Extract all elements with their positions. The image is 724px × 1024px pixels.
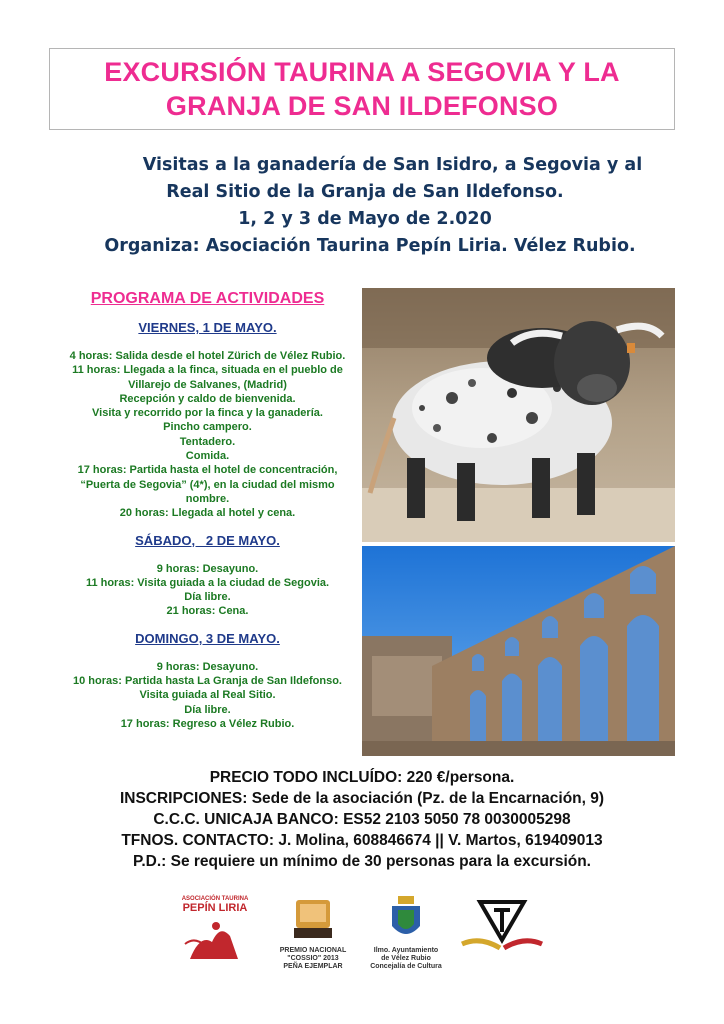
trophy-icon bbox=[288, 896, 338, 942]
bullfighter-icon bbox=[180, 914, 250, 964]
activity-item: Recepción y caldo de bienvenida. bbox=[119, 392, 296, 405]
activity-item: 21 horas: Cena. bbox=[166, 605, 249, 618]
activity-item: 11 horas: Visita guiada a la ciudad de Segovia. bbox=[85, 576, 330, 589]
pepin-liria-logo bbox=[180, 896, 250, 969]
premio-line-1: PREMIO NACIONAL bbox=[279, 947, 347, 954]
intro-line-2: Real Sitio de la Granja de San Ildefonso. bbox=[166, 182, 564, 202]
premio-line-2: "COSSIO" 2013 bbox=[287, 955, 339, 962]
intro-line-1: Visitas a la ganadería de San Isidro, a Segovia y al bbox=[142, 155, 643, 175]
activity-item: 10 horas: Partida hasta La Granja de San Ildefonso. bbox=[73, 675, 342, 688]
info-block bbox=[20, 767, 704, 872]
activity-item: Pincho campero. bbox=[163, 421, 252, 434]
note-line: P.D.: Se requiere un mínimo de 30 personas para la excursión. bbox=[133, 853, 591, 870]
day-title-sunday: DOMINGO, 3 DE MAYO. bbox=[135, 630, 280, 646]
ayto-line-3: Concejalía de Cultura bbox=[370, 963, 442, 970]
activity-item: Tentadero. bbox=[179, 435, 236, 448]
intro-block bbox=[40, 152, 690, 260]
activity-item: nombre. bbox=[185, 492, 230, 505]
intro-dates: 1, 2 y 3 de Mayo de 2.020 bbox=[238, 209, 492, 229]
day-title-friday: VIERNES, 1 DE MAYO. bbox=[138, 320, 277, 335]
inscriptions-line: INSCRIPCIONES: Sede de la asociación (Pz. de la Encarnación, 9) bbox=[119, 790, 605, 807]
activity-item: 11 horas: Llegada a la finca, situada en el pueblo de bbox=[72, 364, 343, 377]
activity-item: 4 horas: Salida desde el hotel Zürich de Vélez Rubio. bbox=[69, 350, 346, 362]
saturday-activities bbox=[40, 562, 375, 619]
emblem-logo bbox=[460, 896, 544, 961]
logos-row bbox=[0, 896, 724, 976]
title-line-2: GRANJA DE SAN ILDEFONSO bbox=[165, 91, 559, 121]
ayto-line-2: de Vélez Rubio bbox=[381, 955, 431, 962]
premio-line-3: PEÑA EJEMPLAR bbox=[283, 963, 343, 970]
phones-line: TFNOS. CONTACTO: J. Molina, 608846674 || V. Martos, 619409013 bbox=[121, 832, 603, 849]
activity-item: Día libre. bbox=[184, 591, 231, 604]
price-line: PRECIO TODO INCLUÍDO: 220 €/persona. bbox=[209, 769, 515, 786]
friday-activities bbox=[40, 349, 375, 521]
activity-item: 17 horas: Regreso a Vélez Rubio. bbox=[120, 717, 295, 730]
pepin-logo-line-2: PEPÍN LIRIA bbox=[182, 902, 248, 914]
activity-item: 9 horas: Desayuno. bbox=[156, 660, 259, 673]
activity-item: “Puerta de Segovia” (4*), en la ciudad del mismo bbox=[80, 478, 335, 491]
pepin-logo-line-1: ASOCIACIÓN TAURINA bbox=[181, 896, 249, 902]
title-box bbox=[49, 48, 675, 130]
activity-item: Comida. bbox=[185, 450, 230, 463]
activity-item: 17 horas: Partida hasta el hotel de concentración, bbox=[77, 464, 338, 477]
ayto-line-1: Ilmo. Ayuntamiento bbox=[373, 947, 439, 954]
premio-cossio-logo bbox=[278, 896, 348, 971]
activity-item: 9 horas: Desayuno. bbox=[156, 562, 259, 575]
title-line-1: EXCURSIÓN TAURINA A SEGOVIA Y LA bbox=[104, 57, 620, 87]
activity-item: Visita guiada al Real Sitio. bbox=[139, 689, 276, 702]
intro-organizer: Organiza: Asociación Taurina Pepín Liria. Vélez Rubio. bbox=[104, 236, 636, 256]
activity-item: Día libre. bbox=[184, 703, 231, 716]
day-title-saturday: SÁBADO, 2 DE MAYO. bbox=[135, 532, 280, 548]
coat-of-arms-icon bbox=[388, 896, 424, 942]
activity-item: Villarejo de Salvanes, (Madrid) bbox=[128, 378, 287, 391]
program-title: PROGRAMA DE ACTIVIDADES bbox=[90, 290, 325, 307]
program-section bbox=[40, 288, 375, 743]
emblem-icon bbox=[460, 896, 544, 956]
bull-photo bbox=[362, 288, 675, 542]
account-line: C.C.C. UNICAJA BANCO: ES52 2103 5050 78 0030005298 bbox=[153, 811, 571, 828]
ayuntamiento-logo bbox=[362, 896, 450, 971]
activity-item: 20 horas: Llegada al hotel y cena. bbox=[119, 507, 296, 520]
main-title bbox=[50, 49, 674, 123]
activity-item: Visita y recorrido por la finca y la ganadería. bbox=[92, 407, 323, 420]
sunday-activities bbox=[40, 660, 375, 731]
aqueduct-photo bbox=[362, 546, 675, 756]
